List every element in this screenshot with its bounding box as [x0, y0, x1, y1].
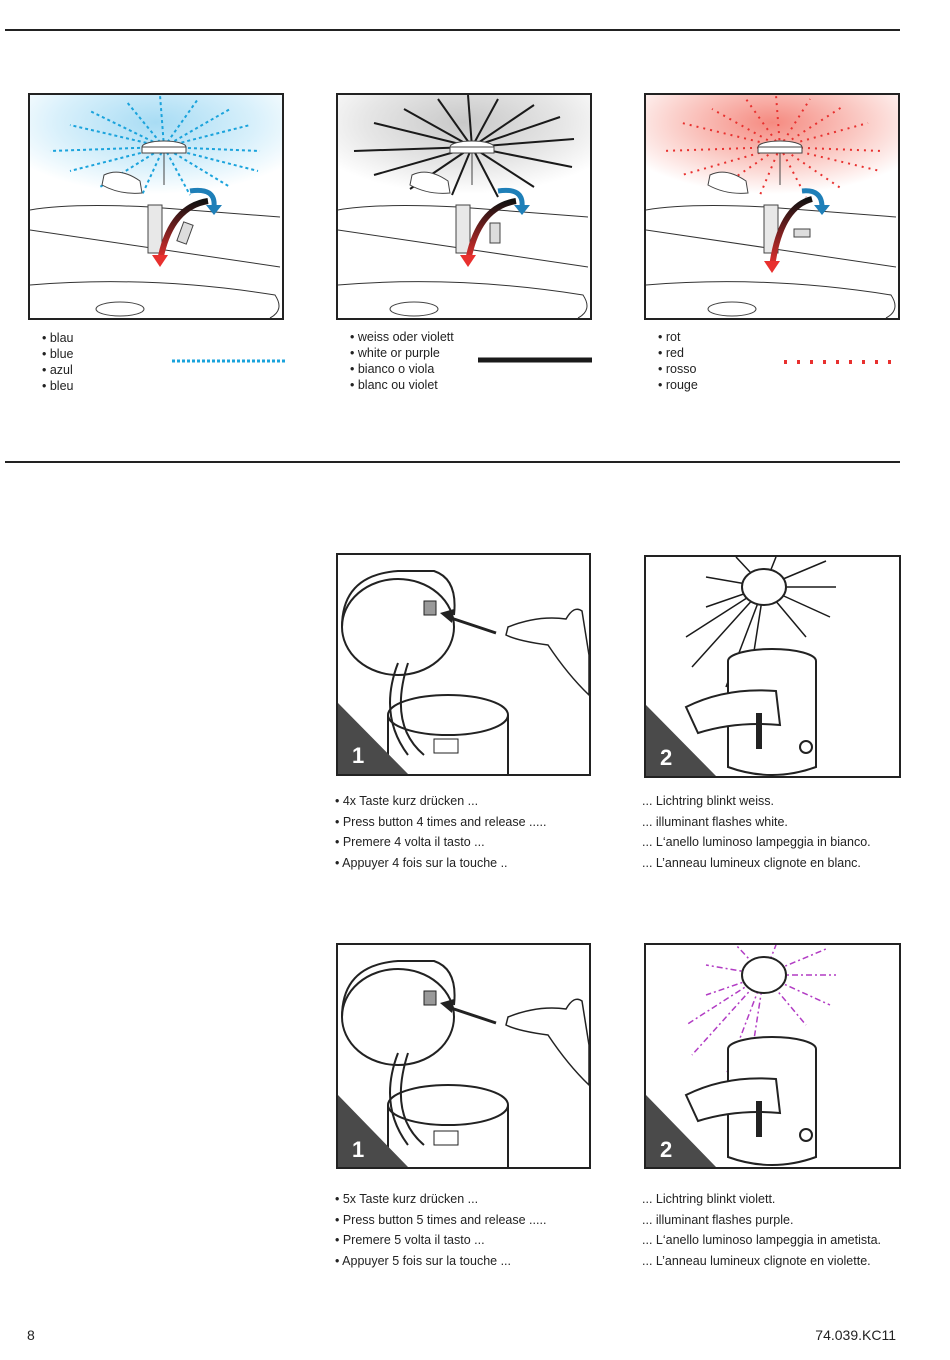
label-fr: • rouge — [658, 378, 698, 392]
instruction-en: • Press button 5 times and release ..... — [335, 1212, 547, 1227]
label-en: • blue — [42, 347, 74, 361]
instruction-de: • 4x Taste kurz drücken ... — [335, 794, 479, 808]
result-en: ... illuminant flashes white. — [642, 814, 788, 829]
result-de: ... Lichtring blinkt violett. — [642, 1192, 776, 1206]
label-de: • rot — [658, 330, 681, 344]
instruction-it: • Premere 4 volta il tasto ... — [335, 835, 485, 850]
page-number: 8 — [27, 1327, 35, 1343]
procedure-2-result-instructions — [642, 1189, 881, 1272]
procedure-2-press-instructions — [335, 1189, 546, 1272]
step-number-1: 1 — [352, 743, 365, 768]
procedure-1-result-instructions — [642, 791, 871, 874]
step-number-2: 2 — [660, 1137, 673, 1162]
label-it: • rosso — [658, 362, 697, 376]
step-number-1: 1 — [352, 1137, 365, 1162]
red-dashed-line-sample — [784, 358, 898, 366]
result-it: ... L‘anello luminoso lampeggia in ametista. — [642, 1233, 882, 1248]
result-en: ... illuminant flashes purple. — [642, 1212, 794, 1227]
result-de: ... Lichtring blinkt weiss. — [642, 794, 774, 808]
instruction-de: • 5x Taste kurz drücken ... — [335, 1192, 479, 1206]
label-de: • weiss oder violett — [350, 330, 454, 344]
blue-light-ring-faucet-icon — [28, 93, 284, 320]
blue-mode-labels — [42, 330, 73, 394]
middle-divider — [5, 461, 900, 463]
step-number-2: 2 — [660, 745, 673, 770]
red-mode-labels — [658, 329, 698, 393]
press-button-illustration-1 — [336, 553, 591, 776]
label-en: • white or purple — [350, 346, 440, 360]
result-fr: ... L’anneau lumineux clignote en blanc. — [642, 856, 861, 871]
label-de: • blau — [42, 331, 74, 345]
result-fr: ... L’anneau lumineux clignote en violette. — [642, 1254, 871, 1269]
instruction-en: • Press button 4 times and release ..... — [335, 814, 547, 829]
label-fr: • blanc ou violet — [350, 378, 438, 392]
label-fr: • bleu — [42, 379, 74, 393]
result-it: ... L‘anello luminoso lampeggia in bianco. — [642, 835, 871, 850]
instruction-fr: • Appuyer 5 fois sur la touche ... — [335, 1254, 512, 1269]
top-divider — [5, 29, 900, 31]
instruction-fr: • Appuyer 4 fois sur la touche .. — [335, 856, 508, 871]
instruction-it: • Premere 5 volta il tasto ... — [335, 1233, 485, 1248]
blue-dotted-line-sample — [172, 358, 286, 364]
white-flash-illustration-2 — [644, 555, 901, 778]
purple-flash-illustration-2 — [644, 943, 901, 1169]
white-mode-labels — [350, 329, 454, 393]
black-solid-line-sample — [478, 356, 592, 364]
procedure-1-press-instructions — [335, 791, 546, 874]
white-light-ring-faucet-icon — [336, 93, 592, 320]
document-code: 74.039.KC11 — [815, 1327, 896, 1343]
label-es: • azul — [42, 363, 73, 377]
red-light-ring-faucet-icon — [644, 93, 900, 320]
label-en: • red — [658, 346, 684, 360]
label-it: • bianco o viola — [350, 362, 435, 376]
press-button-illustration-1b — [336, 943, 591, 1169]
